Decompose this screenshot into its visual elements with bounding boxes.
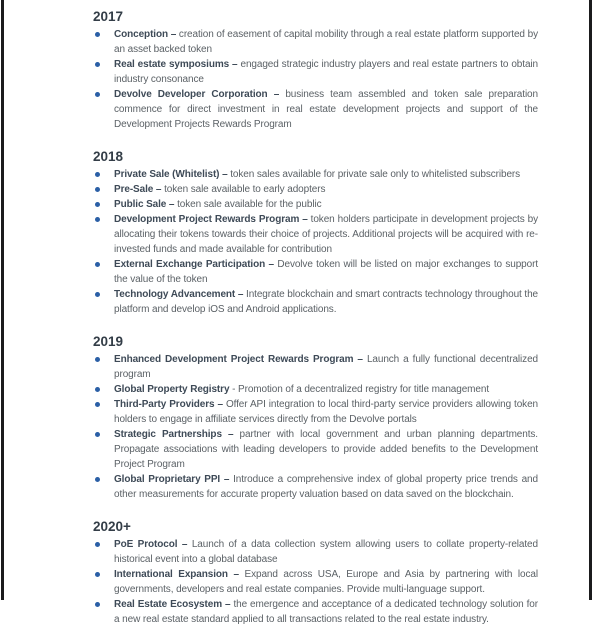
roadmap-item [114,87,538,132]
item-text: creation of easement of capital mobility through a real estate platform supported by an asset backed token [114,29,538,55]
item-lead: Enhanced Development Project Rewards Program – [114,354,363,365]
page-right-edge [589,0,592,600]
roadmap-item [114,427,538,472]
item-lead: Development Project Rewards Program – [114,214,308,225]
year-heading: 2020+ [93,519,131,534]
roadmap-item [114,537,538,567]
roadmap-item [114,352,538,382]
roadmap-item [114,212,538,257]
roadmap-item [114,57,538,87]
item-text: token sale available to early adopters [164,184,326,195]
item-lead: Devolve Developer Corporation – [114,89,280,100]
item-lead: Pre-Sale – [114,184,162,195]
item-lead: International Expansion – [114,569,239,580]
roadmap-list [93,352,538,502]
item-text: Integrate blockchain and smart contracts technology throughout the platform and develop iOS and Android applications. [114,289,539,315]
roadmap-item [114,597,538,627]
item-lead: Technology Advancement – [114,289,244,300]
year-heading: 2019 [93,334,124,349]
item-text: token sale available for the public [177,199,322,210]
roadmap-content [93,6,538,627]
roadmap-item [114,27,538,57]
item-lead: External Exchange Participation – [114,259,274,270]
item-text: Expand across USA, Europe and Asia by partnering with local governments, developers and real estate companies. Provide multi-language support. [114,569,538,595]
item-lead: Global Proprietary PPI – [114,474,230,485]
item-text: Offer API integration to local third-party service providers allowing token holders to engage in affiliate services directly from the Devolve portals [114,399,538,425]
item-lead: Real Estate Ecosystem – [114,599,231,610]
roadmap-item [114,472,538,502]
roadmap-item [114,567,538,597]
item-lead: Global Property Registry [114,384,230,395]
item-text: the emergence and acceptance of a dedicated technology solution for a new real estate standard applied to all transactions related to the real estate industry. [114,599,538,625]
roadmap-item [114,197,538,212]
year-heading: 2018 [93,149,124,164]
roadmap-item [114,382,538,397]
item-text: Launch of a data collection system allowing users to collate property-related historical event into a global database [114,539,538,565]
roadmap-item [114,167,538,182]
item-text: token holders participate in development projects by allocating their tokens towards their choice of projects. Additional projects will be acquired with re-invested funds and made available for contribution [114,214,538,255]
roadmap-list [93,167,538,317]
item-lead: PoE Protocol – [114,539,188,550]
item-text: engaged strategic industry players and real estate partners to obtain industry consonance [114,59,538,85]
item-lead: Strategic Partnerships – [114,429,234,440]
item-text: - Promotion of a decentralized registry for title management [232,384,490,395]
item-text: business team assembled and token sale preparation commence for direct investment in real estate development projects and support of the Development Projects Rewards Program [114,89,538,130]
page-left-edge [1,0,4,600]
item-lead: Conception – [114,29,177,40]
roadmap-item [114,397,538,427]
roadmap-list [93,27,538,132]
item-text: Devolve token will be listed on major exchanges to support the value of the token [114,259,538,285]
item-text: Introduce a comprehensive index of global property price trends and other measurements for accurate property valuation based on data saved on the blockchain. [114,474,538,500]
roadmap-item [114,287,538,317]
item-text: token sales available for private sale only to whitelisted subscribers [230,169,521,180]
roadmap-item [114,182,538,197]
item-lead: Private Sale (Whitelist) – [114,169,228,180]
item-text: Launch a fully functional decentralized program [114,354,538,380]
roadmap-list [93,537,538,627]
year-heading: 2017 [93,9,124,24]
item-lead: Real estate symposiums – [114,59,238,70]
item-text: partner with local government and urban planning departments. Propagate associations with leading developers to provide added benefits to the Development Project Program [114,429,538,470]
item-lead: Third-Party Providers – [114,399,223,410]
roadmap-item [114,257,538,287]
item-lead: Public Sale – [114,199,175,210]
